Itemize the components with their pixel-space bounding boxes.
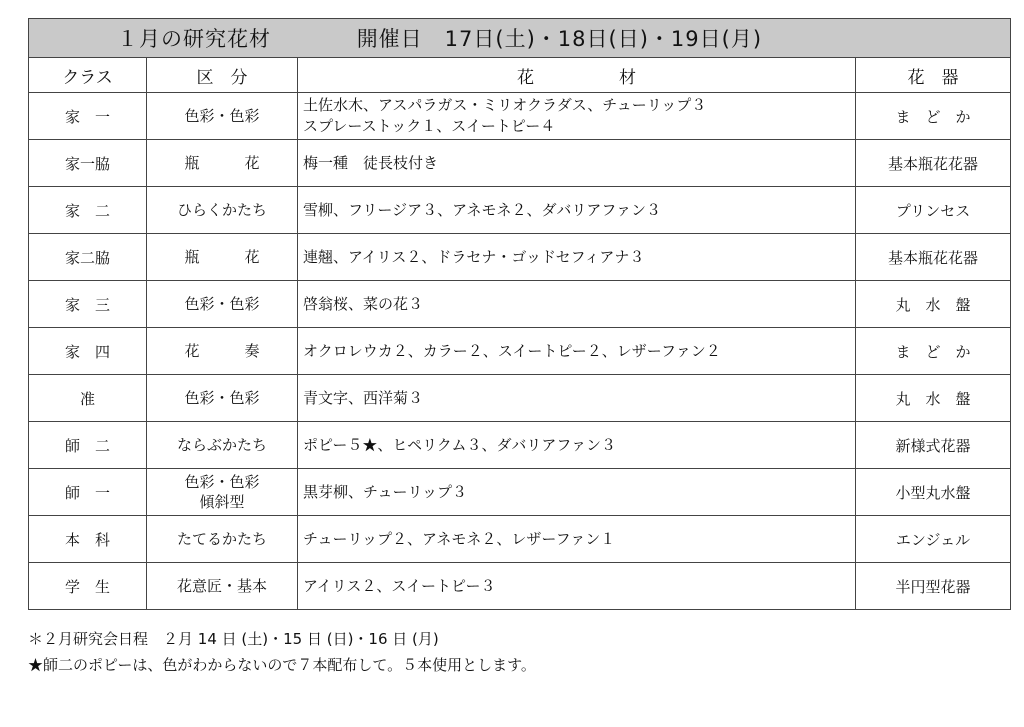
header-kubun: 区 分: [147, 58, 298, 93]
material-cell: [298, 328, 856, 375]
material-line: スプレーストック１、スイートピー４: [303, 117, 556, 135]
header-row: [29, 58, 1011, 93]
kubun-line: 花 奏: [184, 342, 260, 360]
table-row: [29, 516, 1011, 563]
vessel-cell: 小型丸水盤: [856, 469, 1011, 516]
kubun-line: 花意匠・基本: [176, 577, 267, 595]
kubun-cell: [147, 469, 298, 516]
kubun-line: 傾斜型: [199, 493, 245, 511]
material-cell: [298, 516, 856, 563]
vessel-cell: プリンセス: [856, 187, 1011, 234]
kubun-cell: [147, 563, 298, 610]
table-row: [29, 375, 1011, 422]
material-line: 雪柳、フリージア３、アネモネ２、ダバリアファン３: [303, 200, 662, 219]
vessel-cell: 基本瓶花花器: [856, 140, 1011, 187]
vessel-cell: 新様式花器: [856, 422, 1011, 469]
kubun-cell: [147, 234, 298, 281]
kubun-cell: [147, 516, 298, 563]
table-row: [29, 422, 1011, 469]
material-line: 土佐水木、アスパラガス・ミリオクラダス、チューリップ３: [303, 96, 707, 114]
material-line: 連翹、アイリス２、ドラセナ・ゴッドセフィアナ３: [303, 247, 645, 266]
class-cell: 家二脇: [29, 234, 147, 281]
sheet-title: １月の研究花材: [117, 27, 271, 51]
class-cell: 師 一: [29, 469, 147, 516]
kubun-line: 色彩・色彩: [184, 473, 260, 491]
header-vessel: 花 器: [856, 58, 1011, 93]
kubun-cell: [147, 375, 298, 422]
kubun-cell: [147, 281, 298, 328]
vessel-cell: 半円型花器: [856, 563, 1011, 610]
material-cell: [298, 422, 856, 469]
class-cell: 家 三: [29, 281, 147, 328]
material-line: チューリップ２、アネモネ２、レザーファン１: [303, 529, 616, 548]
material-line: 青文字、西洋菊３: [303, 388, 424, 407]
kubun-cell: [147, 140, 298, 187]
vessel-cell: エンジェル: [856, 516, 1011, 563]
table-row: [29, 140, 1011, 187]
kubun-cell: [147, 328, 298, 375]
kubun-line: ならぶかたち: [176, 436, 267, 454]
material-line: 啓翁桜、菜の花３: [303, 294, 424, 313]
class-cell: 家一脇: [29, 140, 147, 187]
material-line: 黒芽柳、チューリップ３: [303, 482, 467, 501]
material-cell: [298, 563, 856, 610]
material-table: [28, 18, 1011, 610]
kubun-line: 色彩・色彩: [184, 295, 260, 313]
vessel-cell: 丸 水 盤: [856, 375, 1011, 422]
kubun-line: ひらくかたち: [176, 201, 267, 219]
material-line: 梅一種 徒長枝付き: [303, 153, 439, 172]
header-material: 花 材: [298, 58, 856, 93]
kubun-cell: [147, 187, 298, 234]
material-cell: [298, 93, 856, 140]
class-cell: 家 二: [29, 187, 147, 234]
material-cell: [298, 281, 856, 328]
class-cell: 学 生: [29, 563, 147, 610]
table-row: [29, 563, 1011, 610]
class-cell: 家 四: [29, 328, 147, 375]
class-cell: 准: [29, 375, 147, 422]
material-cell: [298, 469, 856, 516]
material-cell: [298, 187, 856, 234]
next-month-schedule-note: ＊２月研究会日程 ２月 14 日 (土)・15 日 (日)・16 日 (月): [28, 630, 439, 648]
kubun-line: 瓶 花: [184, 248, 260, 266]
class-cell: 本 科: [29, 516, 147, 563]
kubun-cell: [147, 422, 298, 469]
vessel-cell: 丸 水 盤: [856, 281, 1011, 328]
material-line: アイリス２、スイートピー３: [303, 576, 496, 595]
kubun-line: 色彩・色彩: [184, 389, 260, 407]
poppy-note: ★師二のポピーは、色がわからないので７本配布して。５本使用とします。: [28, 656, 536, 674]
material-line: ポピー５★、ヒペリクム３、ダバリアファン３: [303, 435, 617, 454]
footnotes: [28, 626, 536, 678]
flower-material-sheet: [28, 18, 1010, 610]
material-cell: [298, 140, 856, 187]
vessel-cell: 基本瓶花花器: [856, 234, 1011, 281]
class-cell: 師 二: [29, 422, 147, 469]
header-class: クラス: [29, 58, 147, 93]
material-cell: [298, 234, 856, 281]
table-row: [29, 281, 1011, 328]
kubun-line: 瓶 花: [184, 154, 260, 172]
table-row: [29, 93, 1011, 140]
vessel-cell: ま ど か: [856, 328, 1011, 375]
kubun-line: 色彩・色彩: [184, 107, 260, 125]
vessel-cell: ま ど か: [856, 93, 1011, 140]
table-row: [29, 328, 1011, 375]
kubun-cell: [147, 93, 298, 140]
kubun-line: たてるかたち: [176, 530, 267, 548]
title-row: [29, 19, 1011, 58]
class-cell: 家 一: [29, 93, 147, 140]
table-row: [29, 234, 1011, 281]
material-line: オクロレウカ２、カラー２、スイートピー２、レザーファン２: [303, 341, 721, 360]
table-row: [29, 187, 1011, 234]
material-cell: [298, 375, 856, 422]
table-row: [29, 469, 1011, 516]
event-dates: 開催日 17日(土)・18日(日)・19日(月): [356, 27, 763, 51]
